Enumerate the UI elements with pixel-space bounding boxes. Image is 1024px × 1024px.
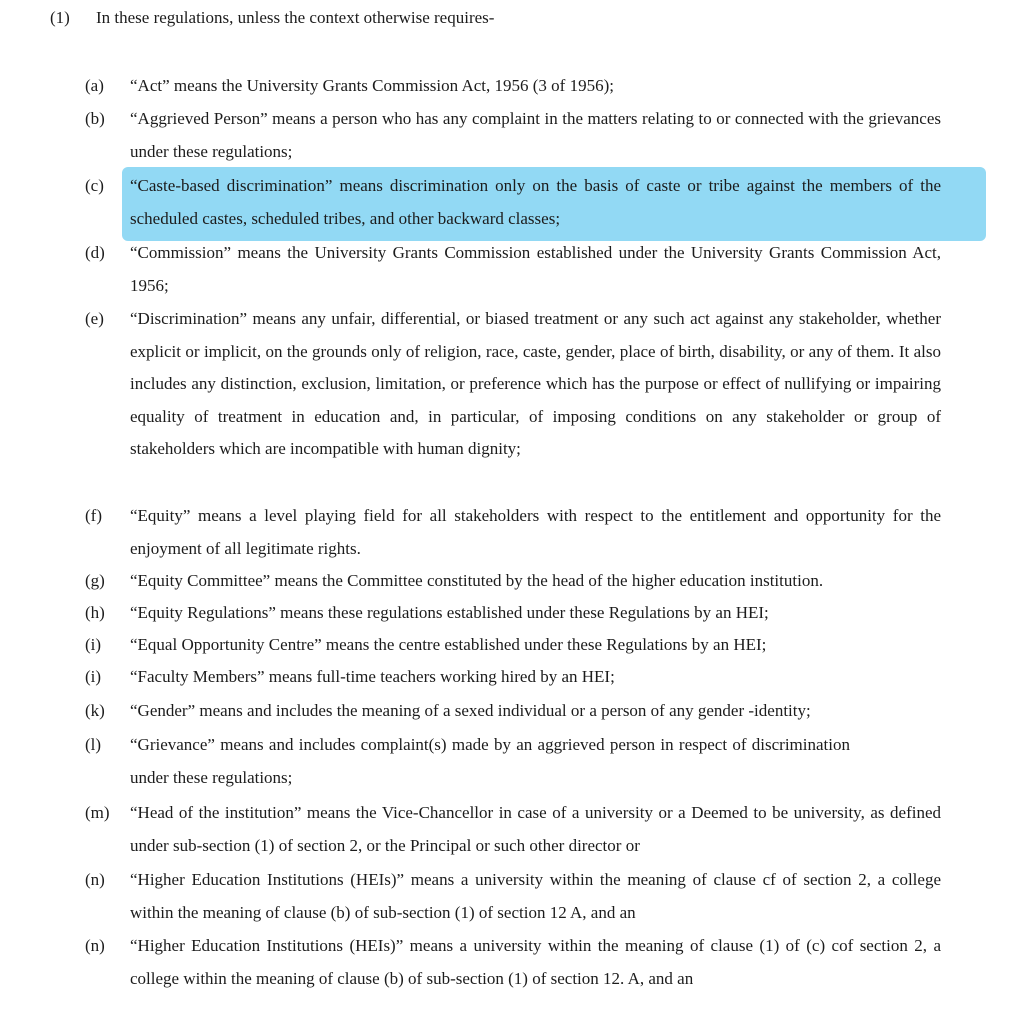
definition-text: “Gender” means and includes the meaning of a sexed individual or a person of any gender -identity; [130,701,811,720]
definition-text: “Equal Opportunity Centre” means the centre established under these Regulations by an HEI; [130,635,767,654]
definition-label: (i) [85,635,102,654]
definition-text: “Equity Regulations” means these regulations established under these Regulations by an HEI; [130,603,769,622]
definition-label: (h) [85,603,105,622]
definition-text: “Equity Committee” means the Committee constituted by the head of the higher education institution. [130,571,824,590]
intro-line [50,6,494,30]
definition-label: (f) [85,506,102,525]
definition-text: “Act” means the University Grants Commission Act, 1956 (3 of 1956); [130,76,614,95]
definition-label: (n) [85,936,105,955]
definition-label: (e) [85,309,104,328]
definition-text: “Aggrieved Person” means a person who has any complaint in the matters relating to or connected with the grievances under these regulations; [130,109,941,161]
definition-label: (c) [85,176,104,195]
definition-label: (k) [85,701,105,720]
definition-text: “Higher Education Institutions (HEIs)” means a university within the meaning of clause cf of section 2, a college within the meaning of clause (b) of sub-section (1) of section 12 A, and an [130,870,941,922]
intro-text: In these regulations, unless the context otherwise requires- [96,8,495,27]
definition-label: (i) [85,667,102,686]
definition-text: “Head of the institution” means the Vice-Chancellor in case of a university or a Deemed to be university, as defined under sub-section (1) of section 2, or the Principal or such other director or [130,803,941,855]
definition-label: (m) [85,803,110,822]
definition-text: “Grievance” means and includes complaint(s) made by an aggrieved person in respect of discrimination under these regulations; [130,735,850,787]
definition-label: (l) [85,735,102,754]
definition-label: (d) [85,243,105,262]
definition-text: “Equity” means a level playing field for all stakeholders with respect to the entitlement and opportunity for the enjoyment of all legitimate rights. [130,506,941,558]
definition-text: “Commission” means the University Grants Commission established under the University Grants Commission Act, 1956; [130,243,941,295]
definition-label: (a) [85,76,104,95]
definition-label: (n) [85,870,105,889]
definition-text: “Faculty Members” means full-time teachers working hired by an HEI; [130,667,615,686]
definition-label: (b) [85,109,105,128]
definition-text: “Higher Education Institutions (HEIs)” means a university within the meaning of clause (1) of (c) cof section 2, a college within the meaning of clause (b) of sub-section (1) of section 12. A, and an [130,936,941,988]
definition-label: (g) [85,571,105,590]
definition-text: “Discrimination” means any unfair, differential, or biased treatment or any such act against any stakeholder, whether explicit or implicit, on the grounds only of religion, race, caste, gender, place of birth, disability, or any of them. It also includes any distinction, exclusion, limitation, or preference which has the purpose or effect of nullifying or impairing equality of treatment in education and, in particular, of imposing conditions on any stakeholder or group of stakeholders which are incompatible with human dignity; [130,309,941,458]
intro-number: (1) [50,8,70,27]
definition-text: “Caste-based discrimination” means discrimination only on the basis of caste or tribe against the members of the scheduled castes, scheduled tribes, and other backward classes; [130,176,941,228]
